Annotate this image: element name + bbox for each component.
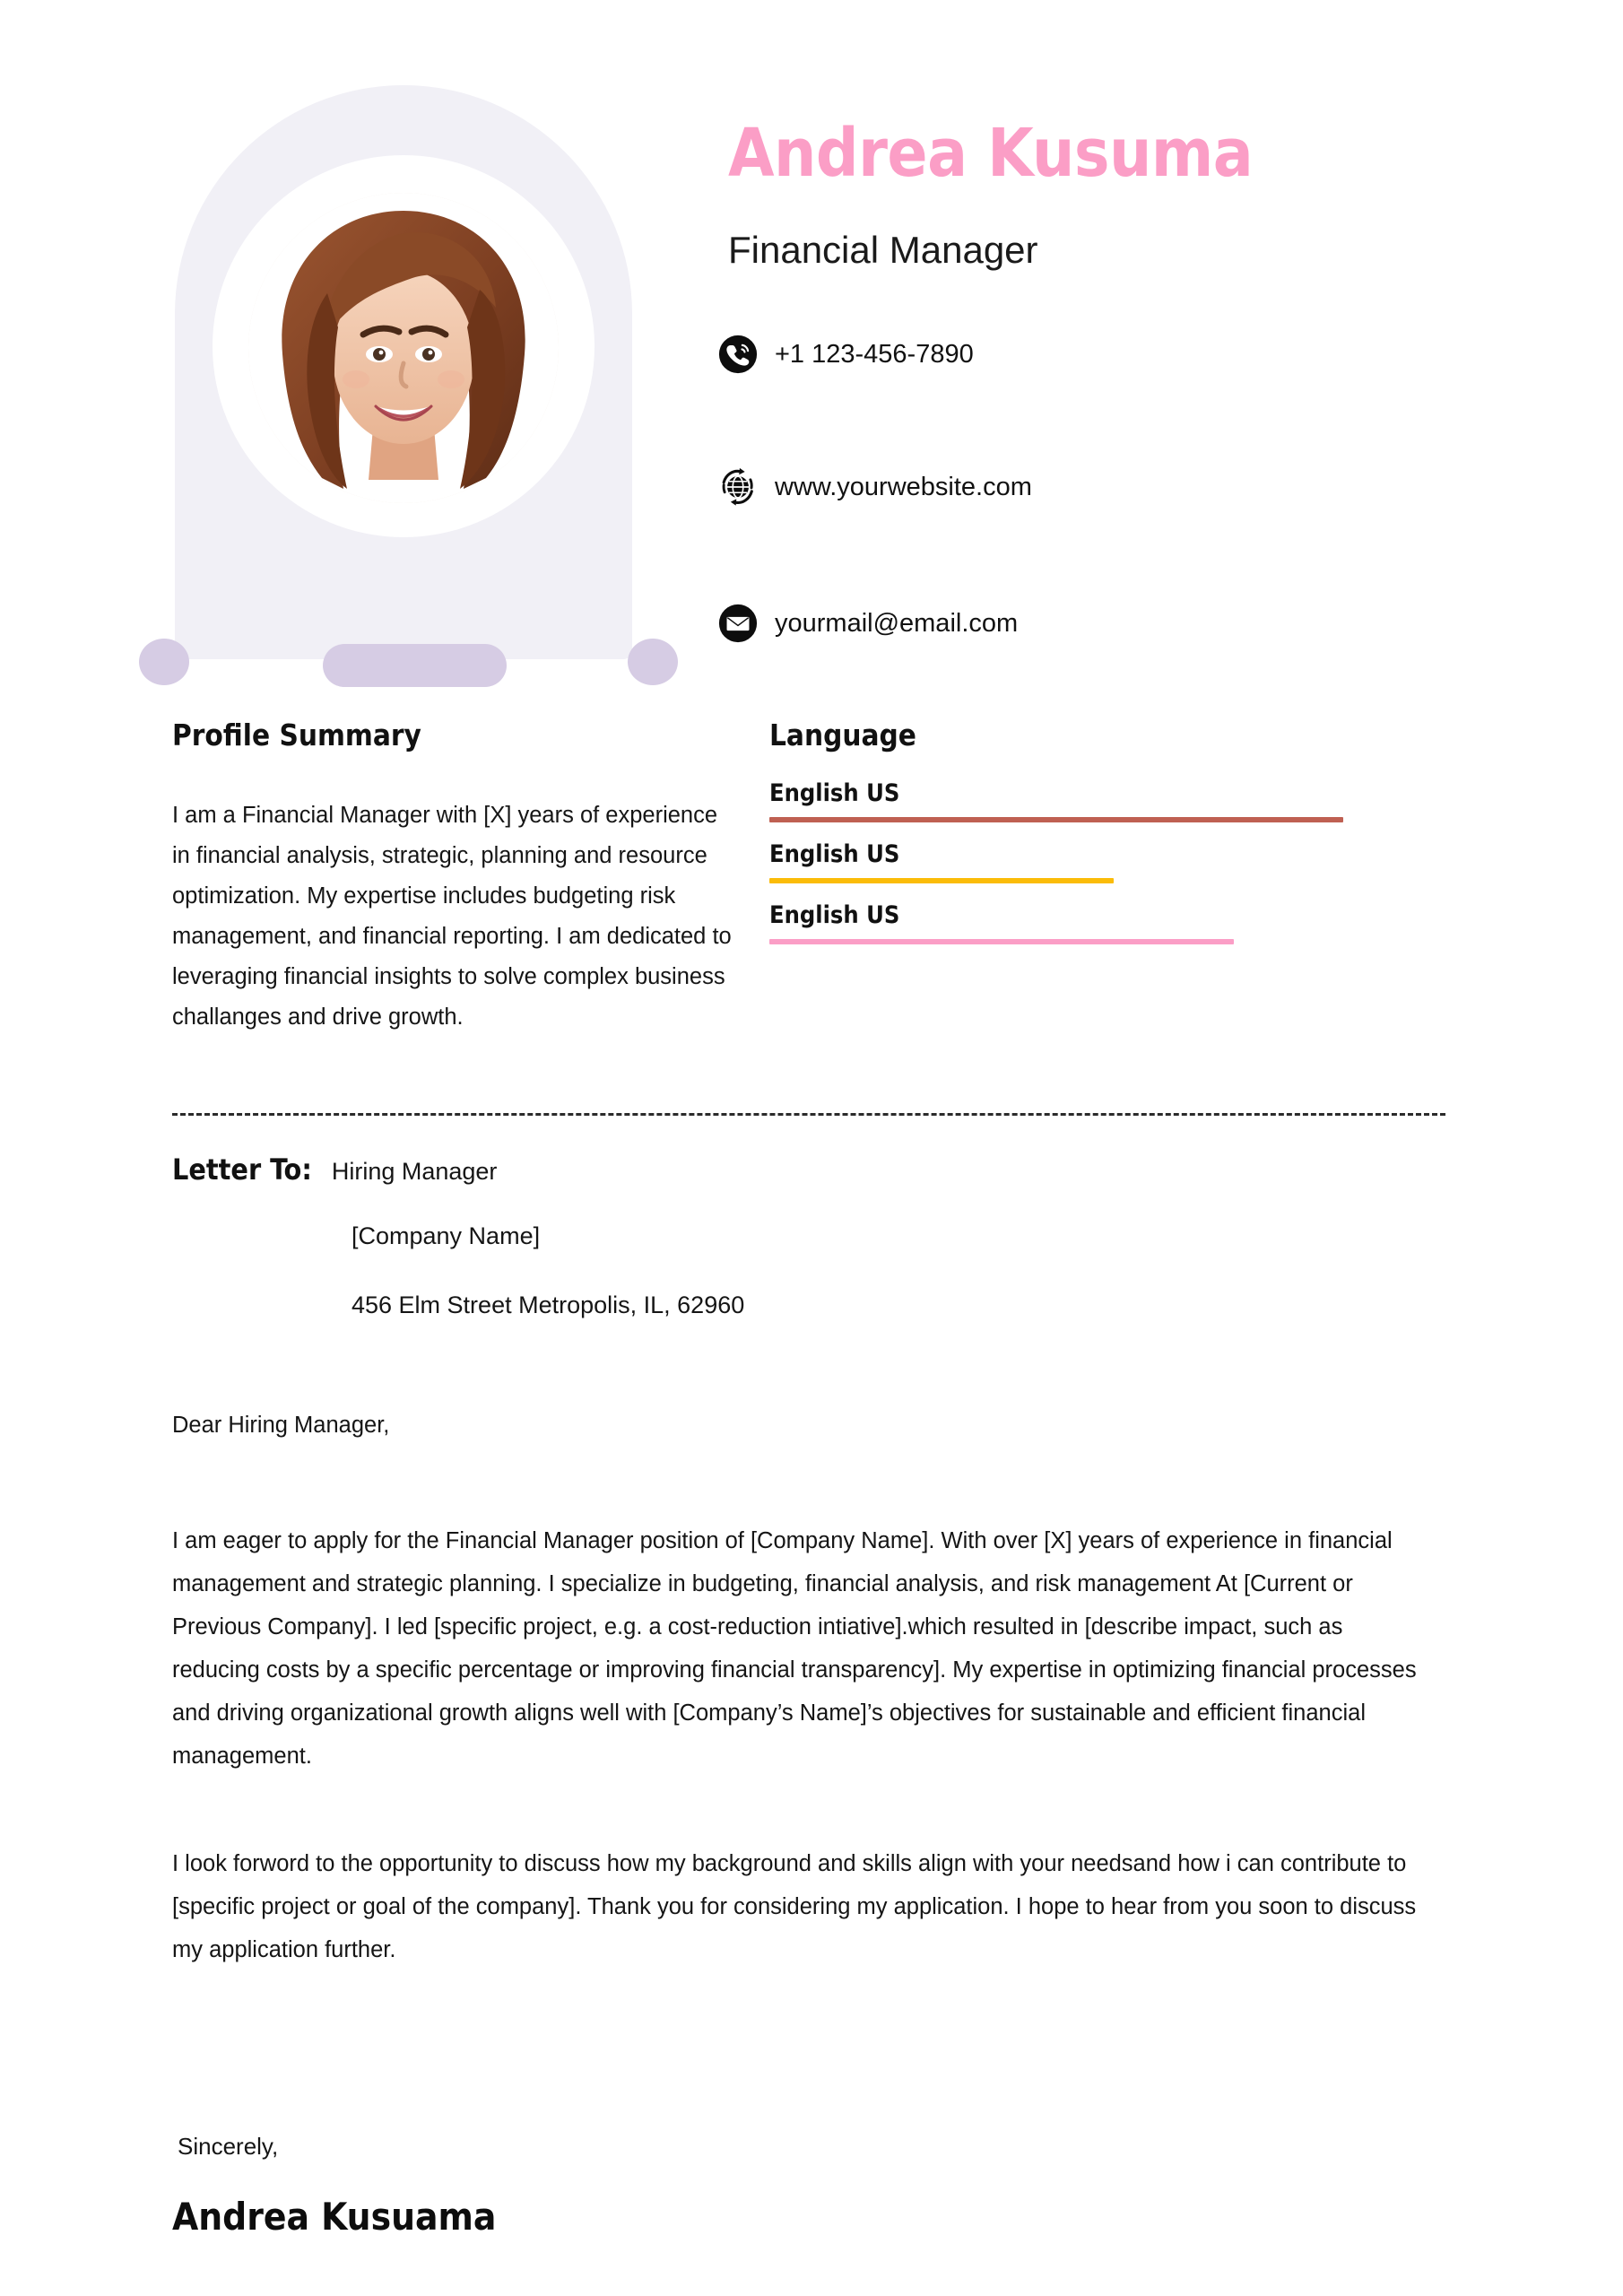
letter-company: [Company Name] <box>352 1222 541 1249</box>
letter-signature: Andrea Kusuama <box>172 2195 497 2239</box>
globe-icon <box>717 466 759 508</box>
dashed-divider <box>172 1113 1445 1116</box>
email-icon <box>717 603 759 644</box>
letter-salutation: Dear Hiring Manager, <box>172 1413 390 1438</box>
photo-block <box>175 85 632 659</box>
letter-body <box>172 1152 1445 2239</box>
letter-paragraph-2: I look forword to the opportunity to discuss how my background and skills align with your needsand how i can contribute to [specific project or goal of the company]. Thank you for considering my application. I hope to hear from you soon to discuss my application further. <box>172 1851 1417 1962</box>
contact-row-phone <box>717 334 974 375</box>
letter-recipient: Hiring Manager <box>331 1158 498 1185</box>
profile-summary-title: Profile Summary <box>172 718 421 752</box>
decor-pill-center <box>323 644 507 687</box>
language-level-bar <box>769 939 1234 944</box>
profile-summary-text: I am a Financial Manager with [X] years of experience in financial analysis, strategic, planning and resource optimization. My expertise includes budgeting risk management, and financial reporting. I am dedicated to leveraging financial insights to solve complex business challanges and drive growth. <box>172 803 732 1030</box>
language-label: English US <box>769 840 900 868</box>
letter-to-label: Letter To: <box>172 1152 312 1187</box>
language-label: English US <box>769 779 900 807</box>
job-title: Financial Manager <box>728 229 1038 271</box>
language-item <box>769 831 1343 883</box>
language-level-bar <box>769 817 1343 822</box>
letter-signoff: Sincerely, <box>178 2133 279 2160</box>
contact-row-website <box>717 466 1032 508</box>
email-value: yourmail@email.com <box>775 608 1019 638</box>
language-label: English US <box>769 901 900 929</box>
profile-summary-section <box>172 718 746 1038</box>
letter-address: 456 Elm Street Metropolis, IL, 62960 <box>352 1292 745 1318</box>
language-level-bar <box>769 878 1114 883</box>
decor-circle-left <box>139 639 189 685</box>
language-item <box>769 892 1343 944</box>
letter-to-row <box>172 1152 1445 1187</box>
avatar <box>248 193 559 503</box>
language-list <box>769 770 1343 944</box>
letter-paragraph-1: I am eager to apply for the Financial Manager position of [Company Name]. With over [X] years of experience in financial management and strategic planning. I specialize in budgeting, financial analysis, and risk management At [Current or Previous Company]. I led [specific project, e.g. a cost-reduction intiative].which resulted in [describe impact, such as reducing costs by a specific percentage or improving financial transparency]. My expertise in optimizing financial processes and driving organizational growth aligns well with [Company’s Name]’s objectives for sustainable and efficient financial management. <box>172 1528 1417 1769</box>
page-title: Andrea Kusuma <box>728 115 1254 192</box>
website-value: www.yourwebsite.com <box>775 472 1032 501</box>
language-title: Language <box>769 718 916 752</box>
decor-circle-right <box>628 639 678 685</box>
language-section <box>769 718 1343 953</box>
phone-icon <box>717 334 759 375</box>
phone-value: +1 123-456-7890 <box>775 339 974 369</box>
contact-row-email <box>717 603 1018 644</box>
language-item <box>769 770 1343 822</box>
document-header <box>0 0 1623 709</box>
